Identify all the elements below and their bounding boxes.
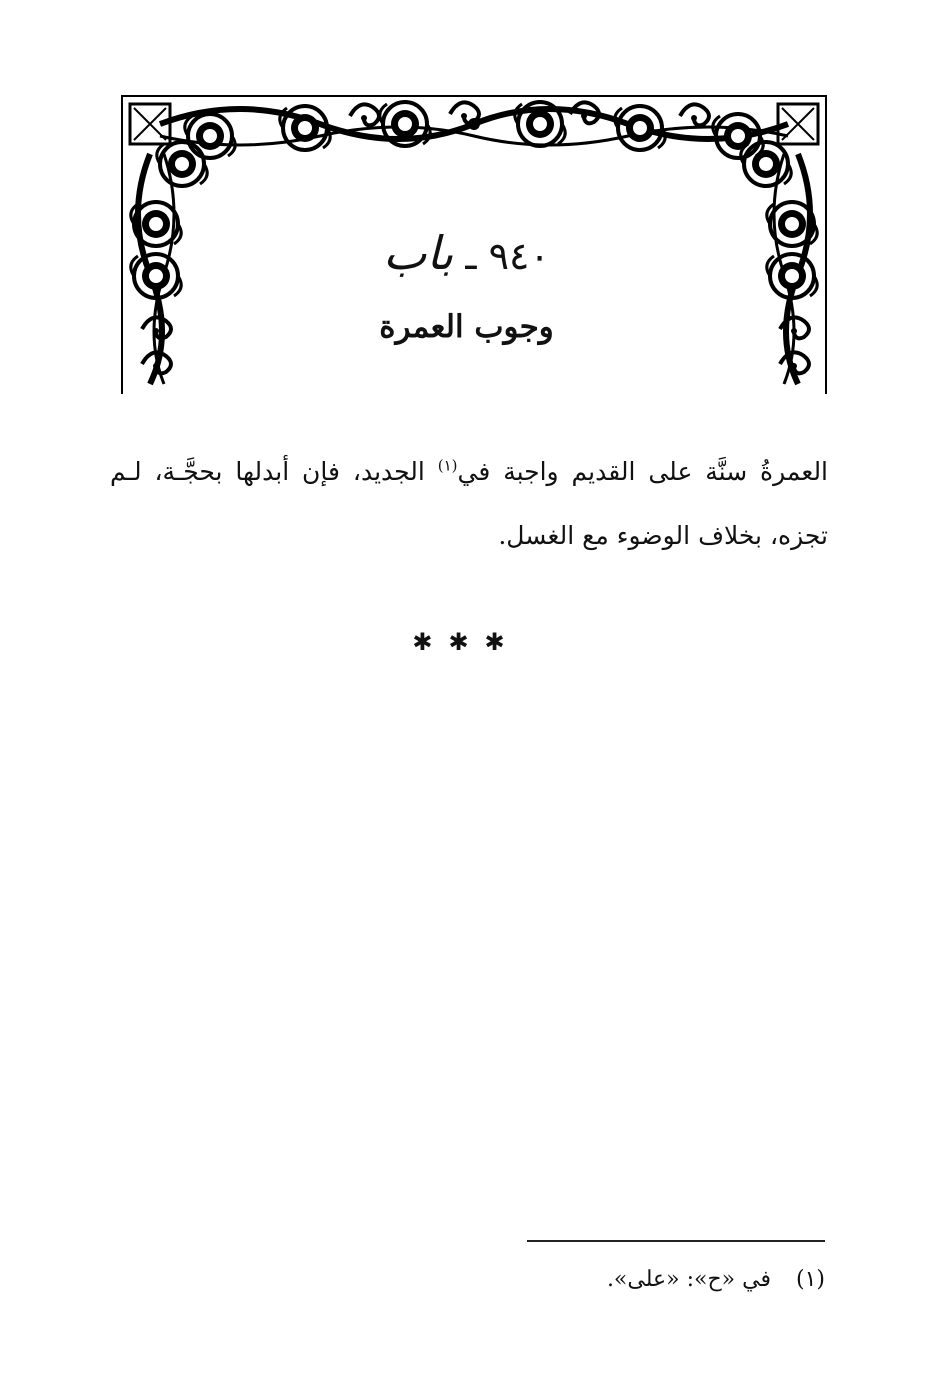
chapter-title: وجوب العمرة xyxy=(379,309,554,345)
chapter-word: باب xyxy=(383,226,454,280)
footnote-divider xyxy=(527,1240,825,1242)
chapter-heading xyxy=(0,228,933,281)
section-separator: ✱✱✱ xyxy=(412,628,521,656)
chapter-number: ٩٤٠ xyxy=(488,234,550,278)
body-text-part-2: الجديد، فإن أبدلها بحجَّـة، لـم تجزه، بخلاف الوضوء مع الغسل. xyxy=(110,457,828,550)
footnote-reference[interactable]: (١) xyxy=(437,456,458,475)
body-paragraph xyxy=(110,440,828,568)
body-text-part-1: العمرةُ سنَّة على القديم واجبة في xyxy=(457,457,829,486)
footnote-number: (١) xyxy=(795,1267,825,1292)
footnote xyxy=(225,1262,825,1298)
chapter-dash: ـ xyxy=(465,234,477,278)
footnote-text: في «ح»: «على». xyxy=(606,1267,771,1292)
